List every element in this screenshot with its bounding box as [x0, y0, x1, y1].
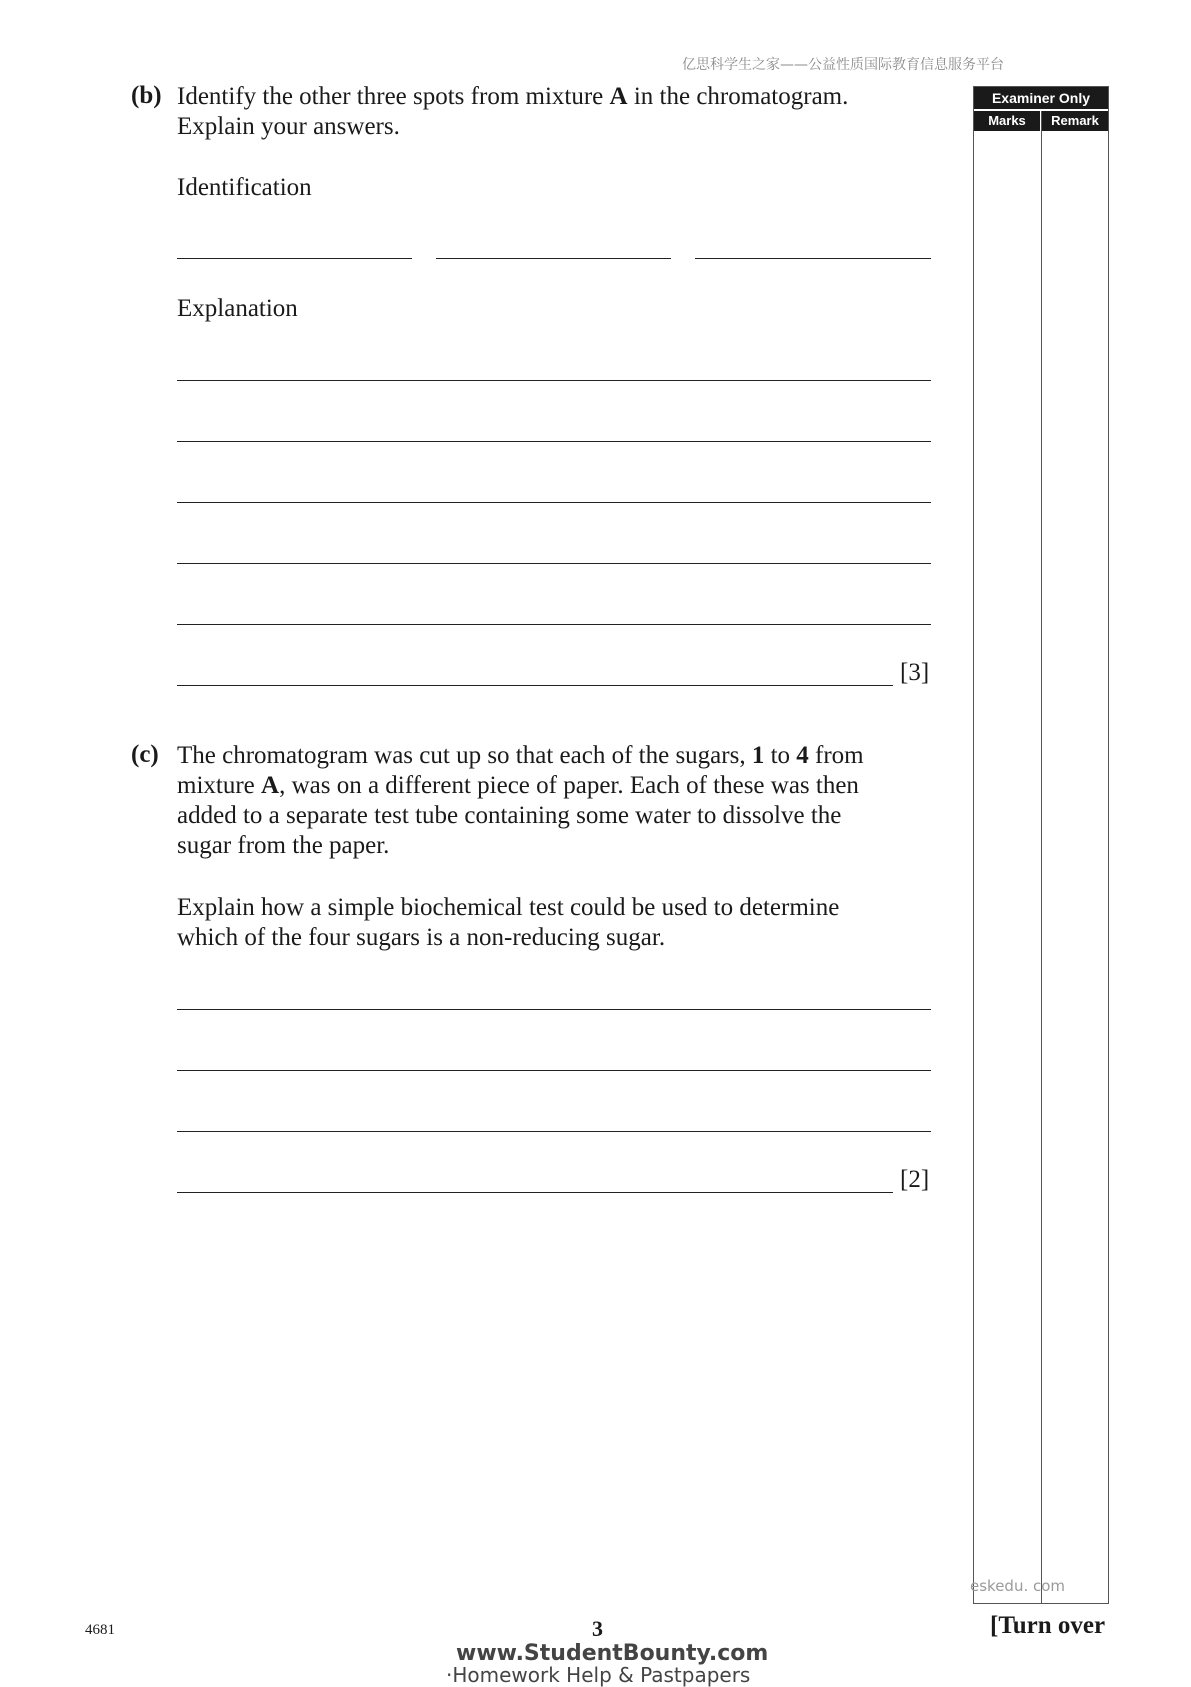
part-b-question: Identify the other three spots from mixture A in the chromatogram. Explain your answers.: [177, 83, 849, 140]
part-b-marks: [3]: [900, 659, 930, 686]
answer-line[interactable]: [177, 258, 412, 259]
marks-header: Marks: [974, 111, 1040, 131]
examiner-column: [973, 86, 1109, 1604]
part-c-marks: [2]: [900, 1166, 930, 1193]
answer-line[interactable]: [436, 258, 671, 259]
answer-line[interactable]: [695, 258, 931, 259]
part-c-instruction: Explain how a simple biochemical test could be used to determine which of the four sugars is a non-reducing sugar.: [177, 894, 840, 951]
part-c-label: (c): [131, 741, 159, 768]
answer-line[interactable]: [177, 1070, 931, 1071]
examiner-title: Examiner Only: [974, 87, 1108, 109]
part-c-question: The chromatogram was cut up so that each of the sugars, 1 to 4 from mixture A, was on a different piece of paper. Each of these was then added to a separate test tube containing some water to dissolve the sugar from the paper.: [177, 742, 864, 859]
eskedu-watermark: eskedu. com: [970, 1577, 1066, 1595]
remark-header: Remark: [1042, 111, 1108, 131]
header-watermark: 亿思科学生之家——公益性质国际教育信息服务平台: [682, 57, 1004, 73]
answer-line[interactable]: [177, 624, 931, 625]
answer-line[interactable]: [177, 1009, 931, 1010]
examiner-divider: [1041, 111, 1042, 1603]
studentbounty-url[interactable]: www.StudentBounty.com: [456, 1641, 769, 1666]
turn-over-label: [Turn over: [990, 1612, 1106, 1639]
answer-line[interactable]: [177, 1192, 893, 1193]
page-number: 3: [592, 1616, 603, 1641]
explanation-heading: Explanation: [177, 295, 298, 322]
part-b-label: (b): [131, 82, 162, 109]
paper-code: 4681: [85, 1622, 115, 1638]
answer-line[interactable]: [177, 380, 931, 381]
identification-heading: Identification: [177, 174, 312, 201]
answer-line[interactable]: [177, 563, 931, 564]
answer-line[interactable]: [177, 685, 893, 686]
answer-line[interactable]: [177, 502, 931, 503]
studentbounty-tagline: ·Homework Help & Pastpapers: [446, 1663, 751, 1687]
answer-line[interactable]: [177, 1131, 931, 1132]
answer-line[interactable]: [177, 441, 931, 442]
